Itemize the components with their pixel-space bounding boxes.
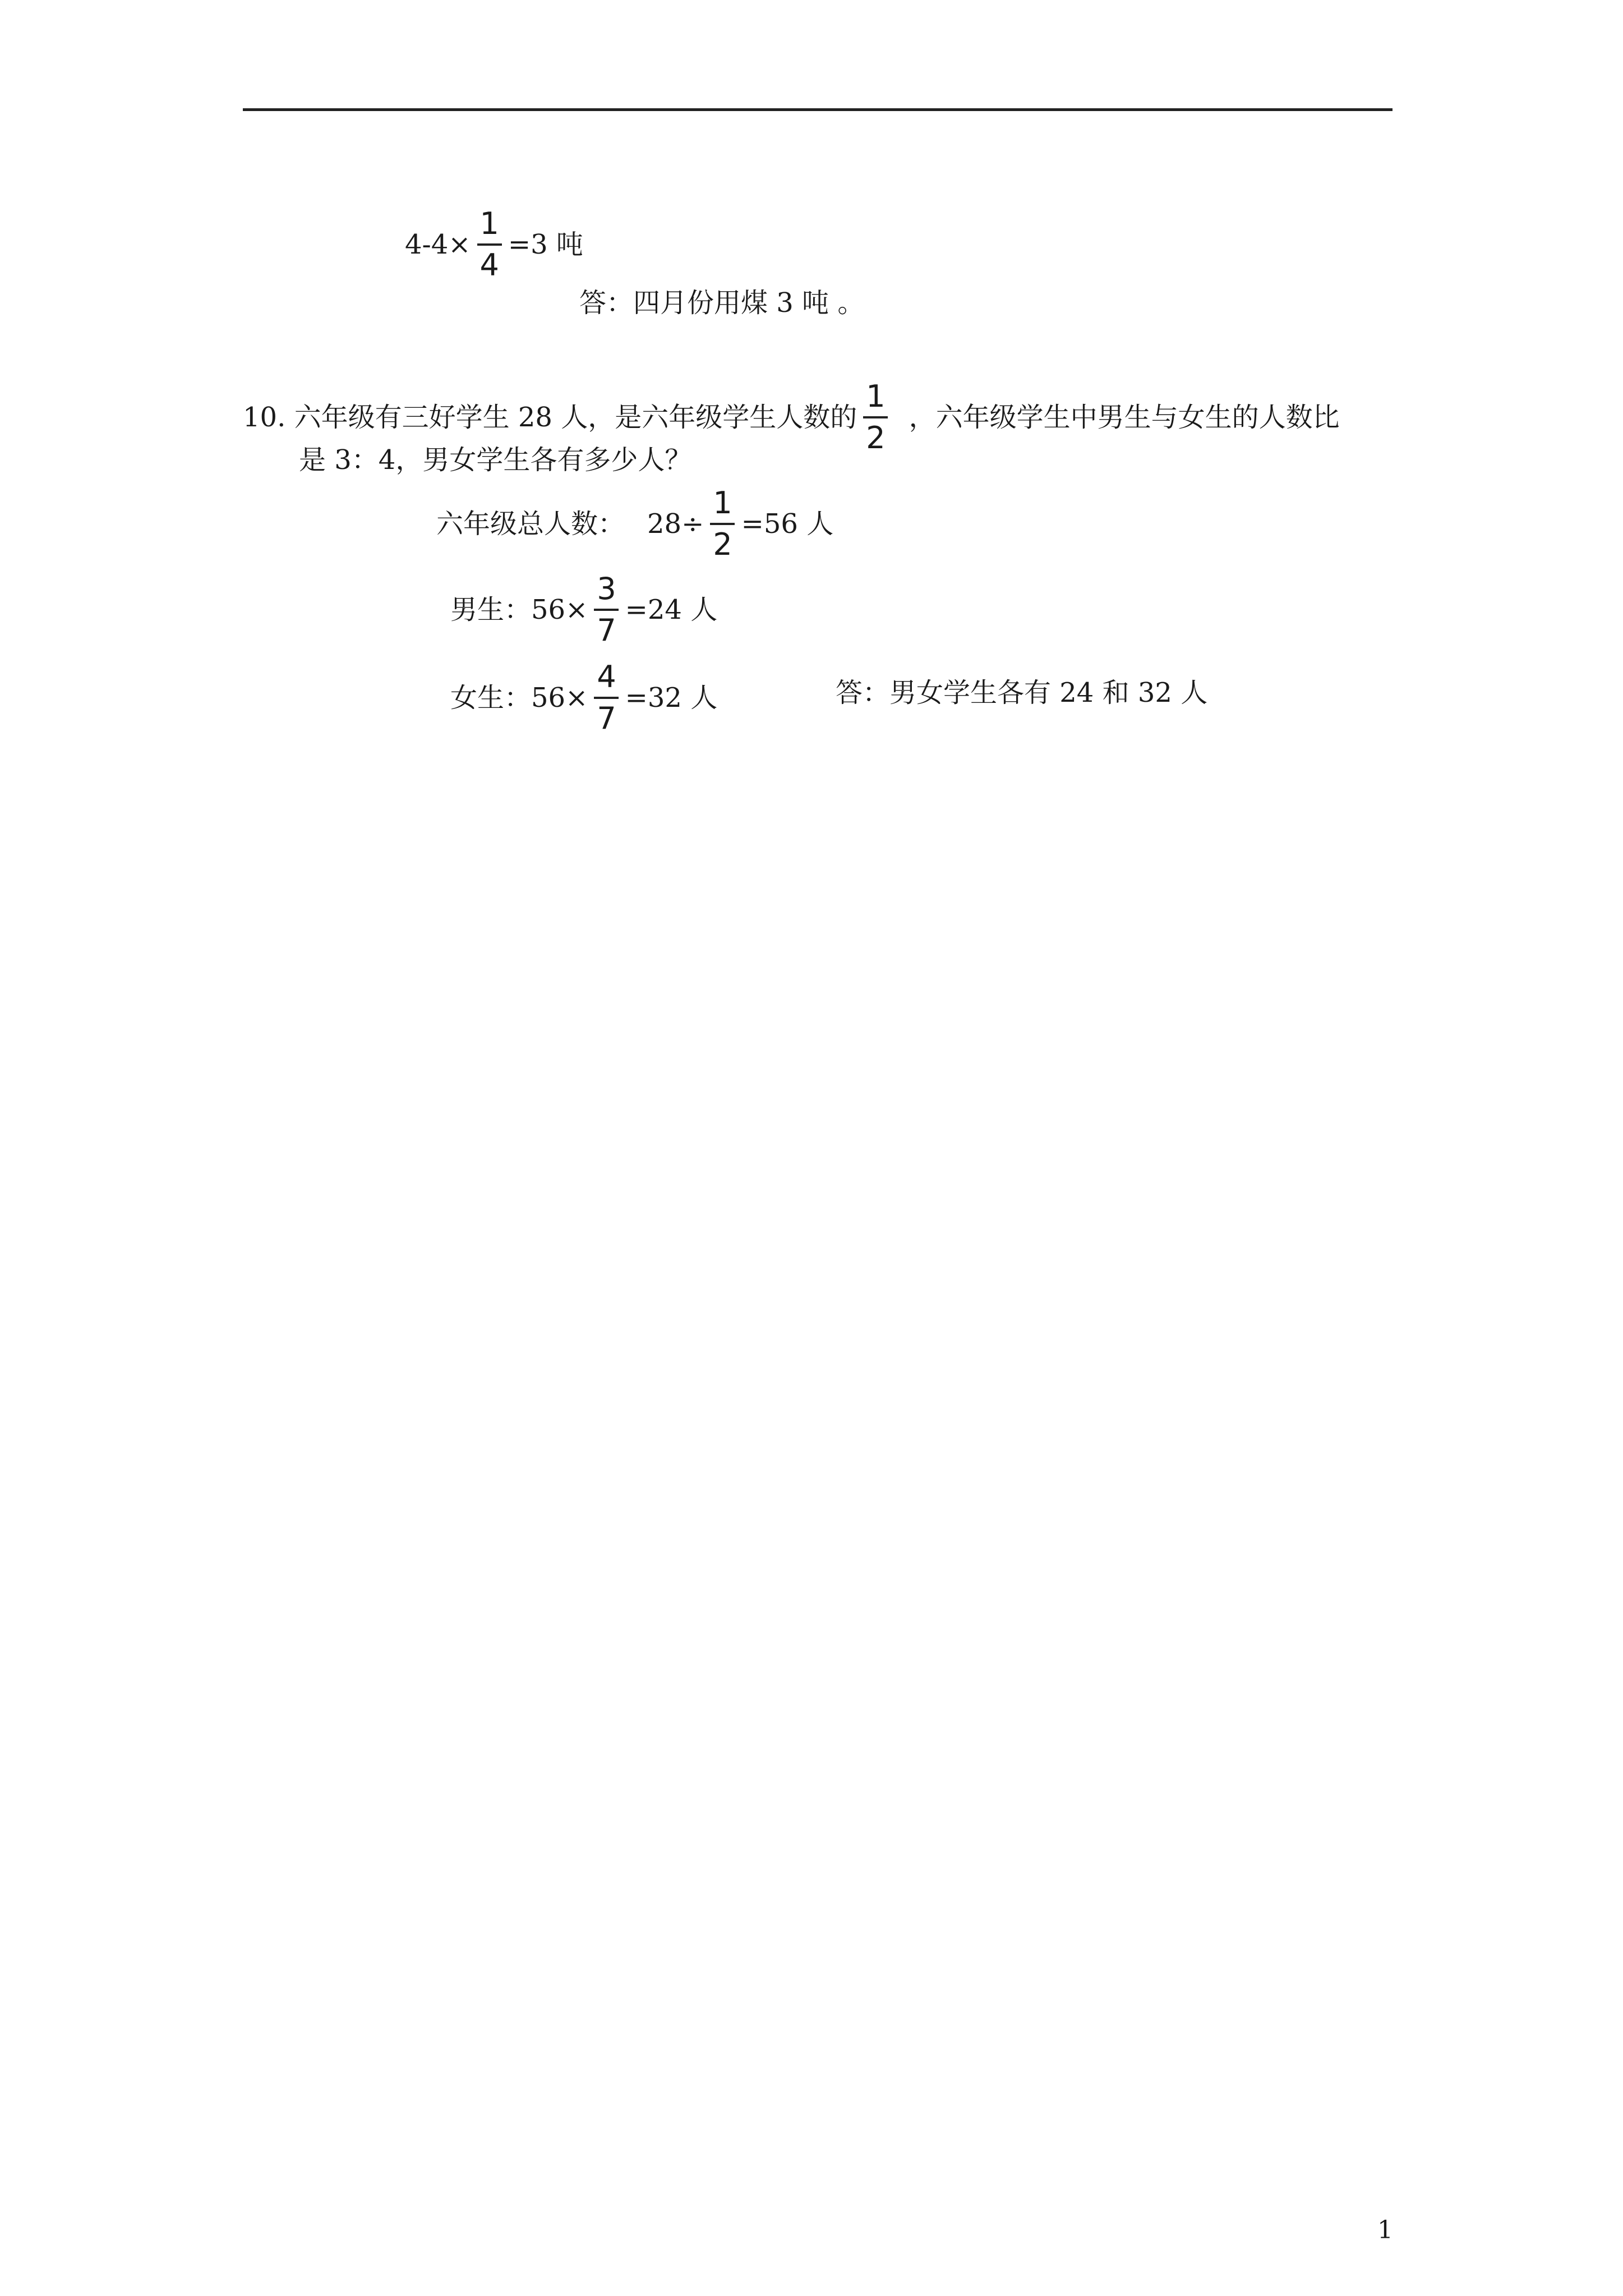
total-calc-line: [436, 485, 834, 562]
prev-calc-post: =3 吨: [508, 229, 583, 260]
page-number: 1: [1377, 2216, 1393, 2244]
total-pre: 28÷: [647, 508, 704, 540]
girls-pre: 女生：56×: [450, 682, 588, 714]
prev-answer-text: 答：四月份用煤 3 吨 。: [579, 287, 865, 319]
girls-calc-line: [450, 659, 718, 736]
final-answer-text: 答：男女学生各有 24 和 32 人: [836, 677, 1208, 708]
total-label: 六年级总人数：: [436, 508, 625, 540]
fraction-one-half: [709, 485, 735, 562]
fraction-denominator: 4: [479, 247, 499, 283]
boys-pre: 男生：56×: [450, 594, 588, 625]
fraction-numerator: 4: [597, 659, 616, 694]
q10-line-1: [243, 381, 1340, 453]
fraction-denominator: 7: [597, 613, 616, 648]
prev-calc-line: [405, 206, 583, 283]
q10-line-2: [299, 443, 691, 477]
fraction-numerator: 3: [597, 571, 616, 606]
boys-calc-line: [450, 571, 718, 648]
q10-text-c: 是 3：4，男女学生各有多少人？: [299, 444, 692, 476]
fraction-one-half: [863, 381, 888, 453]
fraction-numerator: 1: [713, 485, 732, 521]
fraction-numerator: 1: [479, 206, 499, 241]
fraction-denominator: 7: [597, 701, 616, 736]
prev-answer: [579, 286, 864, 320]
q10-text-a: 10. 六年级有三好学生 28 人，是六年级学生人数的: [243, 402, 857, 433]
fraction-numerator: 1: [866, 379, 886, 414]
final-answer: [836, 676, 1207, 710]
fraction-three-sevenths: [593, 571, 619, 648]
boys-post: =24 人: [625, 594, 718, 625]
q10-text-b: ，六年级学生中男生与女生的人数比: [909, 402, 1340, 433]
fraction-denominator: 2: [866, 420, 886, 455]
fraction-four-sevenths: [593, 659, 619, 736]
fraction-one-quarter: [477, 206, 502, 283]
girls-post: =32 人: [625, 682, 718, 714]
fraction-denominator: 2: [713, 527, 732, 562]
prev-calc-pre: 4-4×: [405, 229, 471, 260]
total-post: =56 人: [741, 508, 834, 540]
header-rule: [243, 108, 1393, 111]
